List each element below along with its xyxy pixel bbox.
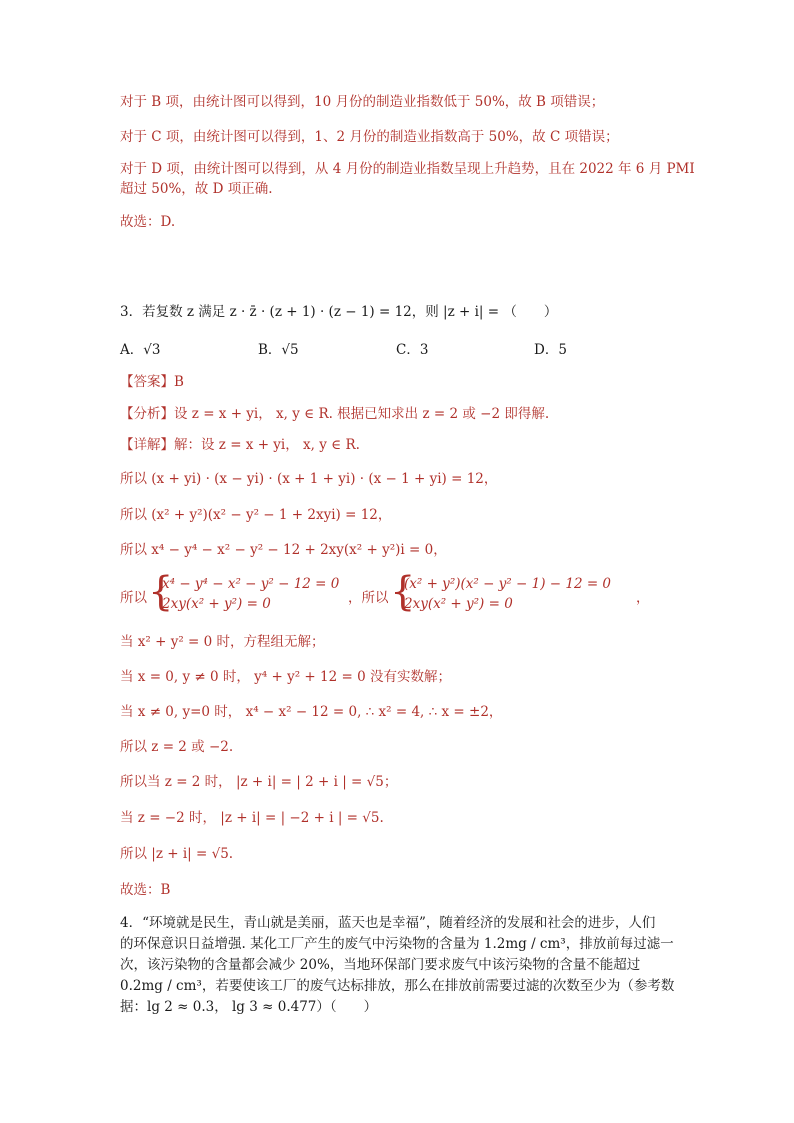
q3-system-prefix: 所以 [120, 590, 147, 606]
solution-line-d1: 对于 D 项，由统计图可以得到，从 4 月份的制造业指数呈现上升趋势，且在 2022 年 6 月 PMI [120, 161, 695, 177]
q3-step-1: 所以 (x + yi) · (x − yi) · (x + 1 + yi) · (x − 1 + yi) = 12， [120, 471, 498, 487]
solution-choice-d: 故选：D. [120, 214, 176, 230]
q3-case-3: 当 x ≠ 0, y=0 时， x⁴ − x² − 12 = 0, ∴ x² = 4, ∴ x = ±2， [120, 704, 503, 720]
q3-step-3: 所以 x⁴ − y⁴ − x² − y² − 12 + 2xy(x² + y²)i = 0， [120, 542, 447, 558]
q3-equation-systems [120, 569, 680, 616]
q3-system1-brace: { [148, 569, 174, 615]
q3-detail: 【详解】解：设 z = x + yi， x, y ∈ R. [120, 437, 360, 453]
q3-option-d: D．5 [534, 342, 567, 358]
q3-system1-eq2: 2xy(x² + y²) = 0 [162, 596, 271, 612]
q4-line-5: 据：lg 2 ≈ 0.3， lg 3 ≈ 0.477）（ ） [120, 999, 378, 1015]
q4-line-1: 4．“环境就是民生，青山就是美丽，蓝天也是幸福”，随着经济的发展和社会的进步，人们 [120, 915, 656, 931]
q3-case-4: 所以 z = 2 或 −2. [120, 739, 234, 755]
solution-line-c: 对于 C 项，由统计图可以得到，1、2 月份的制造业指数高于 50%，故 C 项错误； [120, 129, 619, 145]
q4-line-4: 0.2mg / cm³，若要使该工厂的废气达标排放，那么在排放前需要过滤的次数至少为（参考数 [120, 978, 675, 994]
q3-analysis: 【分析】设 z = x + yi， x, y ∈ R. 根据已知求出 z = 2 或 −2 即得解. [120, 406, 550, 422]
q4-line-3: 次，该污染物的含量都会减少 20%，当地环保部门要求废气中该污染物的含量不能超过 [120, 957, 641, 973]
q3-case-6: 当 z = −2 时， |z + i| = | −2 + i | = √5. [120, 810, 384, 826]
q3-option-b: B．√5 [258, 342, 299, 358]
q3-option-a: A．√3 [120, 342, 161, 358]
q3-case-5: 所以当 z = 2 时， |z + i| = | 2 + i | = √5； [120, 774, 398, 790]
q3-answer: 【答案】B [120, 374, 184, 390]
q3-system2-eq2: 2xy(x² + y²) = 0 [404, 596, 513, 612]
solution-line-b: 对于 B 项，由统计图可以得到，10 月份的制造业指数低于 50%，故 B 项错误； [120, 94, 605, 110]
q3-case-2: 当 x = 0, y ≠ 0 时， y⁴ + y² + 12 = 0 没有实数解； [120, 669, 451, 685]
q3-option-c: C．3 [396, 342, 429, 358]
solution-line-d2: 超过 50%，故 D 项正确. [120, 181, 273, 197]
q3-system2-brace: { [390, 569, 416, 615]
q3-system-suffix: ， [636, 590, 650, 606]
q3-system2-eq1: (x² + y²)(x² − y² − 1) − 12 = 0 [404, 576, 612, 592]
q3-system-mid: ，所以 [348, 590, 389, 606]
q3-case-7: 所以 |z + i| = √5. [120, 846, 234, 862]
q3-step-2: 所以 (x² + y²)(x² − y² − 1 + 2xyi) = 12， [120, 507, 392, 523]
q3-system1-eq1: x⁴ − y⁴ − x² − y² − 12 = 0 [162, 576, 340, 592]
q3-options [120, 340, 680, 360]
q4-line-2: 的环保意识日益增强. 某化工厂产生的废气中污染物的含量为 1.2mg / cm³，排放前每过滤一 [120, 936, 674, 952]
q3-stem: 3．若复数 z 满足 z · z̄ · (z + 1) · (z − 1) = 12，则 |z + i| = （ ） [120, 304, 558, 320]
q3-case-1: 当 x² + y² = 0 时，方程组无解； [120, 634, 325, 650]
q3-choice: 故选：B [120, 882, 171, 898]
